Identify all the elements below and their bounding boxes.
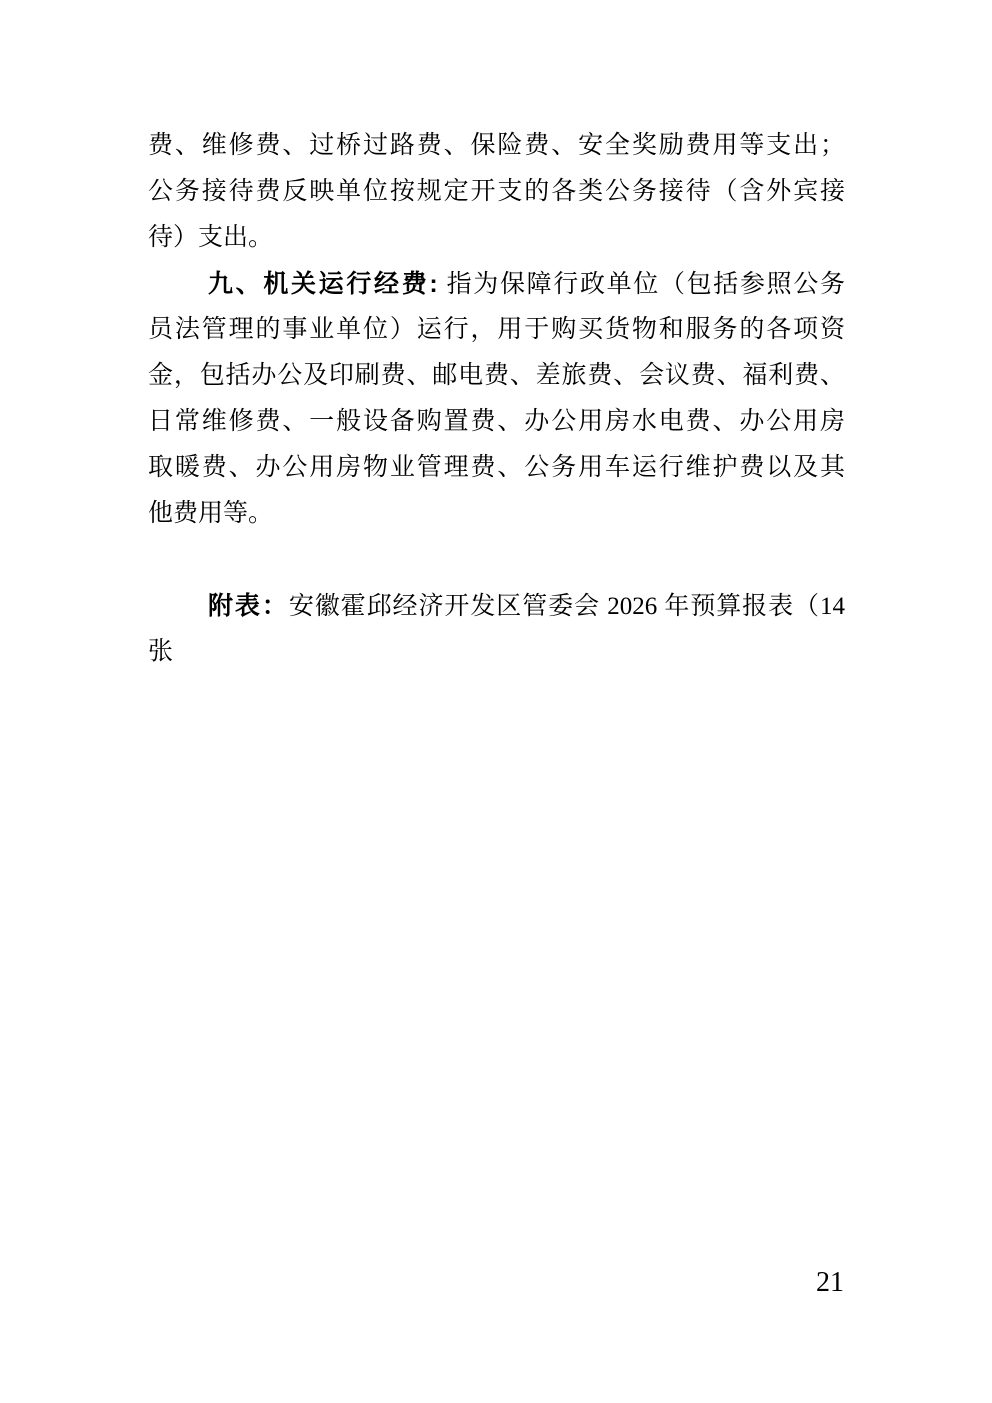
text-run: 费、维修费、过桥过路费、保险费、安全奖励费用等支出；: [148, 132, 845, 159]
text-run: 待）支出。: [148, 224, 274, 251]
text-run: 员法管理的事业单位）运行，用于购买货物和服务的各项资: [148, 316, 845, 343]
text-run: 他费用等。: [148, 500, 274, 527]
text-run: 张: [148, 638, 174, 665]
text-run: 取暖费、办公用房物业管理费、公务用车运行维护费以及其: [148, 454, 845, 481]
text-run: 指为保障行政单位（包括参照公务: [438, 271, 845, 298]
paragraph-heading: 九、机关运行经费:: [208, 270, 439, 298]
text-run: 金，包括办公及印刷费、邮电费、差旅费、会议费、福利费、: [148, 362, 845, 389]
page-number: 21: [816, 1267, 844, 1298]
text-line: [148, 353, 845, 399]
text-line: [148, 215, 845, 261]
text-line: [148, 445, 845, 491]
text-line: [148, 399, 845, 445]
text-line: [148, 261, 845, 307]
paragraph-heading: 附表：: [208, 592, 289, 620]
document-body: [148, 123, 845, 675]
text-line: [148, 307, 845, 353]
text-line: [148, 629, 845, 675]
paragraph-gap: [148, 537, 845, 583]
text-line: [148, 123, 845, 169]
text-run: 日常维修费、一般设备购置费、办公用房水电费、办公用房: [148, 408, 845, 435]
text-line: [148, 169, 845, 215]
text-run: 公务接待费反映单位按规定开支的各类公务接待（含外宾接: [148, 178, 845, 205]
text-line: [148, 583, 845, 629]
text-line: [148, 491, 845, 537]
text-run: 安徽霍邱经济开发区管委会 2026 年预算报表（14: [288, 593, 845, 620]
